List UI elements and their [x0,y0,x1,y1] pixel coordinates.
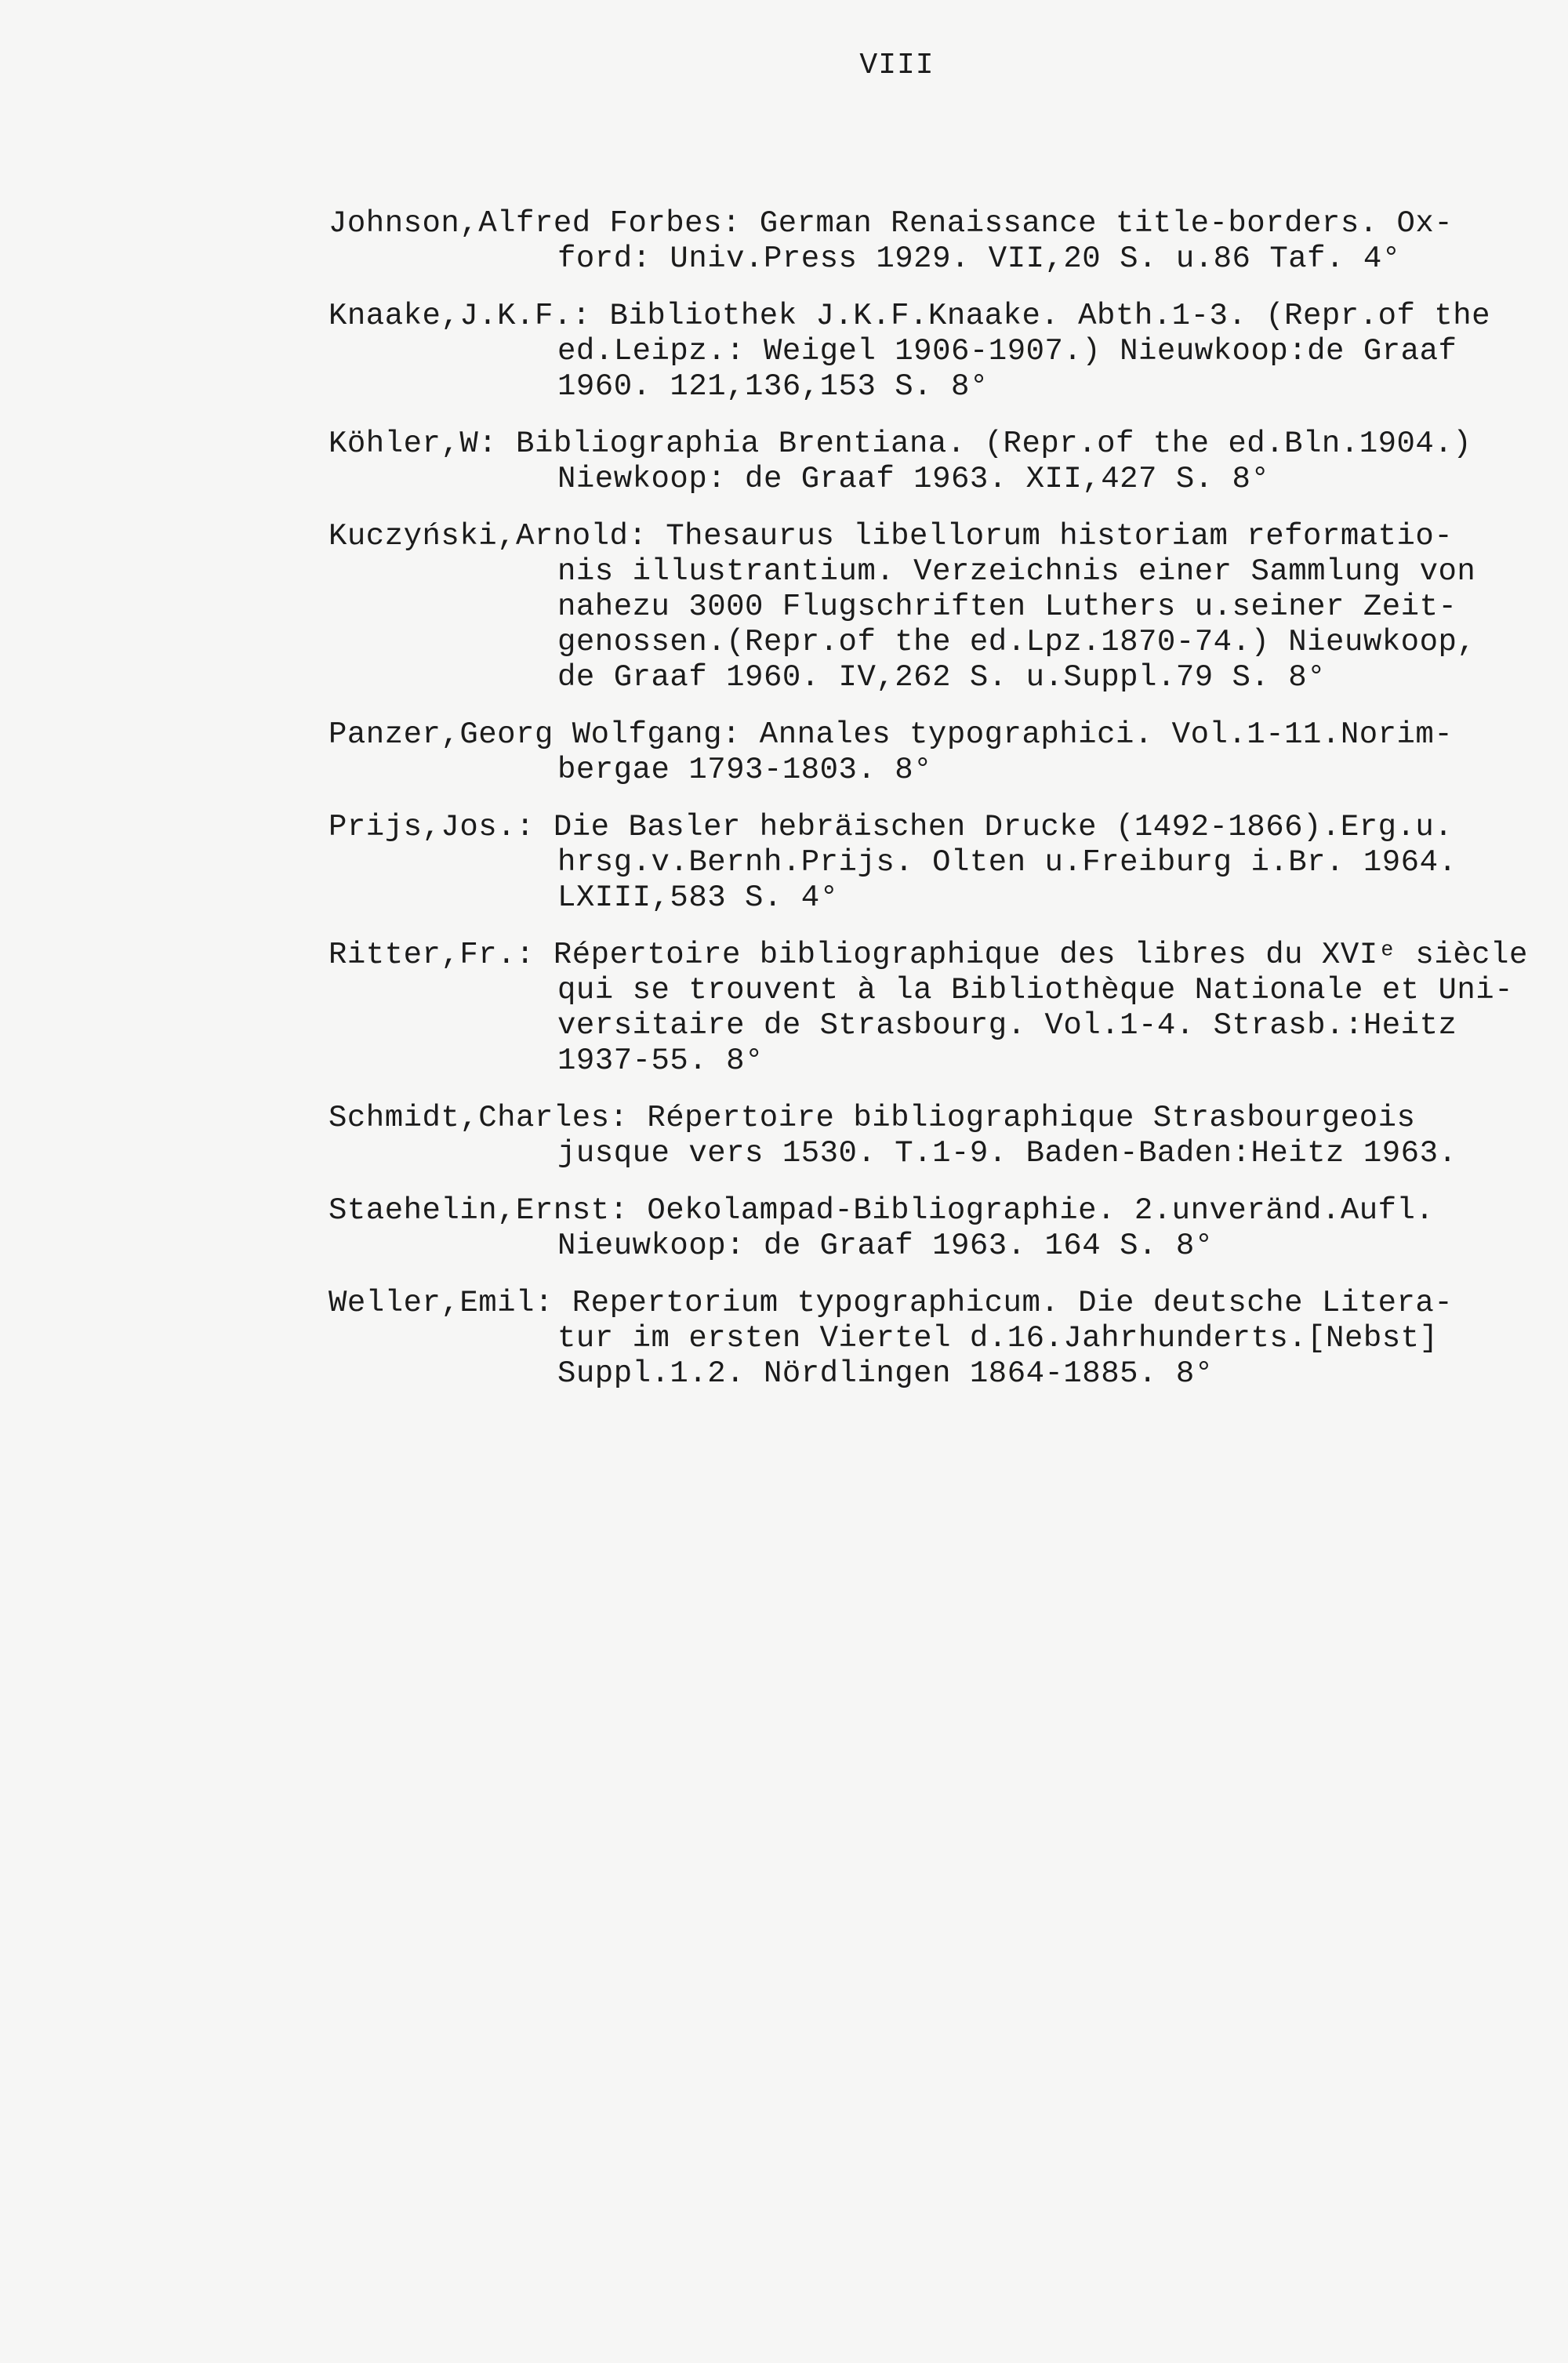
entry-text: hrsg.v.Bernh.Prijs. Olten u.Freiburg i.Br. 1964. [557,845,1457,880]
entry-text: Nieuwkoop: de Graaf 1963. 164 S. 8° [557,1229,1214,1263]
entry-author: Köhler,W: [328,427,498,461]
entry-text: LXIII,583 S. 4° [557,880,839,915]
entry-first-line [328,427,1504,462]
entry-line [328,1044,1504,1079]
entry-line [328,241,1504,277]
entry-line [328,973,1514,1008]
bibliography-entry [328,1193,1504,1264]
entry-text: versitaire de Strasbourg. Vol.1-4. Strasb.:Heitz [557,1008,1457,1043]
entry-author: Schmidt,Charles: [328,1101,629,1135]
entry-text: nahezu 3000 Flugschriften Luthers u.seiner Zeit- [557,590,1457,624]
entry-text: nis illustrantium. Verzeichnis einer Sammlung von [557,554,1476,589]
entry-first-line [328,299,1504,334]
entry-line [328,1136,1504,1171]
entry-line [328,660,1504,695]
entry-text: Thesaurus libellorum historiam reformatio- [647,519,1454,554]
entry-text: Bibliographia Brentiana. (Repr.of the ed.Bln.1904.) [497,427,1472,461]
bibliography-entry [328,206,1504,277]
entry-text: Répertoire bibliographique Strasbourgeois [628,1101,1416,1135]
entry-author: Kuczyński,Arnold: [328,519,648,554]
entry-text: Oekolampad-Bibliographie. 2.unveränd.Aufl. [628,1193,1435,1228]
bibliography-list [328,206,1528,1414]
entry-text: Bibliothek J.K.F.Knaake. Abth.1-3. (Repr.of the [590,299,1491,333]
entry-line [328,462,1504,497]
entry-line [328,1321,1504,1356]
entry-line [328,1356,1504,1392]
entry-first-line [328,810,1504,845]
bibliography-entry [328,299,1504,405]
bibliography-entry [328,717,1504,788]
entry-line [328,334,1504,369]
entry-text: Suppl.1.2. Nördlingen 1864-1885. 8° [557,1356,1214,1391]
entry-author: Weller,Emil: [328,1286,554,1320]
bibliography-entry [328,519,1504,695]
entry-first-line [328,1193,1504,1229]
entry-first-line [328,519,1504,554]
entry-author: Staehelin,Ernst: [328,1193,629,1228]
entry-line [328,369,1504,405]
entry-text: tur im ersten Viertel d.16.Jahrhunderts.[Nebst] [557,1321,1439,1356]
entry-text: ford: Univ.Press 1929. VII,20 S. u.86 Taf. 4° [557,241,1401,276]
entry-line [328,753,1504,788]
entry-first-line [328,938,1528,973]
entry-author: Ritter,Fr.: [328,938,535,972]
entry-text: 1960. 121,136,153 S. 8° [557,369,989,404]
entry-first-line [328,717,1504,753]
bibliography-entry [328,938,1528,1079]
entry-text: Niewkoop: de Graaf 1963. XII,427 S. 8° [557,462,1270,496]
entry-text: jusque vers 1530. T.1-9. Baden-Baden:Heitz 1963. [557,1136,1457,1171]
entry-text: Die Basler hebräischen Drucke (1492-1866).Erg.u. [534,810,1454,844]
entry-first-line [328,1101,1504,1136]
entry-text: 1937-55. 8° [557,1044,764,1078]
entry-line [328,554,1504,590]
entry-text: Annales typographici. Vol.1-11.Norim- [740,717,1454,752]
entry-text: qui se trouvent à la Bibliothèque Nationale et Uni- [557,973,1514,1007]
entry-line [328,1008,1504,1044]
entry-line [328,625,1504,660]
entry-text: de Graaf 1960. IV,262 S. u.Suppl.79 S. 8° [557,660,1327,695]
entry-author: Knaake,J.K.F.: [328,299,591,333]
entry-author: Prijs,Jos.: [328,810,535,844]
bibliography-entry [328,1286,1504,1392]
entry-text: Répertoire bibliographique des libres du XVIᵉ siècle [534,938,1528,972]
entry-text: German Renaissance title-borders. Ox- [740,206,1454,241]
entry-line [328,880,1504,916]
entry-author: Johnson,Alfred Forbes: [328,206,741,241]
entry-first-line [328,206,1504,241]
entry-text: genossen.(Repr.of the ed.Lpz.1870-74.) Nieuwkoop, [557,625,1476,659]
bibliography-entry [328,810,1504,916]
page-number: VIII [859,49,935,82]
entry-line [328,845,1504,880]
entry-first-line [328,1286,1504,1321]
entry-text: ed.Leipz.: Weigel 1906-1907.) Nieuwkoop:de Graaf [557,334,1457,368]
entry-line [328,1229,1504,1264]
bibliography-entry [328,1101,1504,1171]
entry-text: bergae 1793-1803. 8° [557,753,933,787]
entry-text: Repertorium typographicum. Die deutsche Litera- [553,1286,1454,1320]
bibliography-entry [328,427,1504,497]
entry-line [328,590,1504,625]
entry-author: Panzer,Georg Wolfgang: [328,717,741,752]
